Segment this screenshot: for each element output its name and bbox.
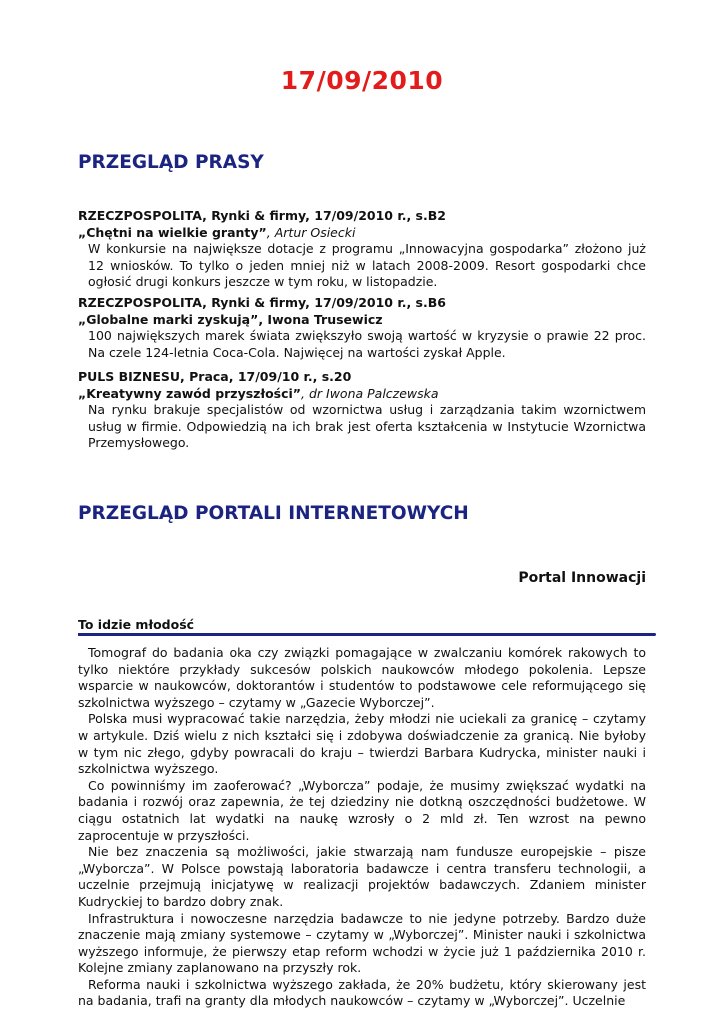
section-heading-portals: PRZEGLĄD PORTALI INTERNETOWYCH [78, 503, 469, 524]
article-source: PULS BIZNESU, Praca, 17/09/10 r., s.20 [78, 369, 352, 384]
body-paragraph: Nie bez znaczenia są możliwości, jakie stwarzają nam fundusze europejskie – pisze „Wyborcza”. W Polsce powstają laboratoria badawcze i centra transferu technologii, a uczelnie przejmują inicjatywę w realizacji projektów badawczych. Zdaniem minister Kudryckiej to bardzo dobry znak. [78, 844, 646, 909]
article-title-line [78, 386, 646, 403]
article-title: „Chętni na wielkie granty” [78, 224, 267, 240]
press-article [78, 369, 646, 452]
press-article [78, 295, 646, 361]
article-title: „Kreatywny zawód przyszłości” [78, 385, 302, 401]
body-paragraph: Co powinniśmy im zaoferować? „Wyborcza” podaje, że musimy zwiększać wydatki na badania i rozwój oraz zapewnia, że tej dziedziny nie dotkną oszczędności budżetowe. W ciągu ostatnich lat wydatki na naukę wzrosły o 2 mld zł. Ten wzrost na pewno zaprocentuje w przyszłości. [78, 777, 646, 843]
article-source: RZECZPOSPOLITA, Rynki & firmy, 17/09/2010 r., s.B6 [78, 295, 446, 310]
portal-article-title: To idzie młodość [78, 617, 195, 632]
body-paragraph: Reforma nauki i szkolnictwa wyższego zakłada, że 20% budżetu, który skierowany jest na badania, trafi na granty dla młodych naukowców – czytamy w „Wyborczej”. Uczelnie [78, 976, 646, 1009]
article-title: „Globalne marki zyskują”, Iwona Trusewicz [78, 311, 383, 327]
article-author: , dr Iwona Palczewska [301, 385, 439, 401]
body-paragraph: Infrastruktura i nowoczesne narzędzia badawcze to nie jedyne potrzeby. Bardzo duże znaczenie mają zmiany systemowe – czytamy w „Wyborczej”. Minister nauki i szkolnictwa wyższego informuje, że pierwszy etap reform wchodzi w życie już 1 października 2010 r. Kolejne zmiany zaplanowano na przyszły rok. [78, 910, 646, 976]
body-paragraph: Polska musi wypracować takie narzędzia, żeby młodzi nie uciekali za granicę – czytamy w artykule. Dziś wielu z nich kształci się i zdobywa doświadczenie za granicą. Nie byłoby w tym nic złego, gdyby powracali do kraju – twierdzi Barbara Kudrycka, minister nauki i szkolnictwa wyższego. [78, 711, 646, 777]
article-lead: Na rynku brakuje specjalistów od wzornictwa usług i zarządzania takim wzornictwem usług w firmie. Odpowiedzią na ich brak jest oferta kształcenia w Instytucie Wzornictwa Przemysłowego. [88, 402, 646, 451]
article-source: RZECZPOSPOLITA, Rynki & firmy, 17/09/2010 r., s.B2 [78, 208, 446, 223]
article-lead: W konkursie na największe dotacje z programu „Innowacyjna gospodarka” złożono już 12 wniosków. To tylko o jeden mniej niż w latach 2008-2009. Resort gospodarki chce ogłosić drugi konkurs jeszcze w tym roku, w listopadzie. [88, 241, 646, 290]
title-underline-rule [78, 633, 656, 636]
document-date: 17/09/2010 [280, 66, 444, 95]
press-article [78, 208, 646, 291]
article-lead: 100 największych marek świata zwiększyło swoją wartość w kryzysie o prawie 22 proc. Na czele 124-letnia Coca-Cola. Najwięcej na wartości zyskał Apple. [88, 328, 646, 360]
portal-name: Portal Innowacji [518, 570, 646, 586]
article-title-line [78, 225, 646, 242]
portal-article-body [78, 645, 646, 1010]
body-paragraph: Tomograf do badania oka czy związki pomagające w zwalczaniu komórek rakowych to tylko niektóre przykłady sukcesów polskich naukowców młodego pokolenia. Lepsze wsparcie w naukowców, doktorantów i studentów to podstawowe cele reformującego się szkolnictwa wyższego – czytamy w „Gazecie Wyborczej”. [78, 645, 646, 710]
article-author: , Artur Osiecki [266, 224, 356, 240]
article-title-line [78, 312, 646, 329]
section-heading-press: PRZEGLĄD PRASY [78, 152, 264, 173]
